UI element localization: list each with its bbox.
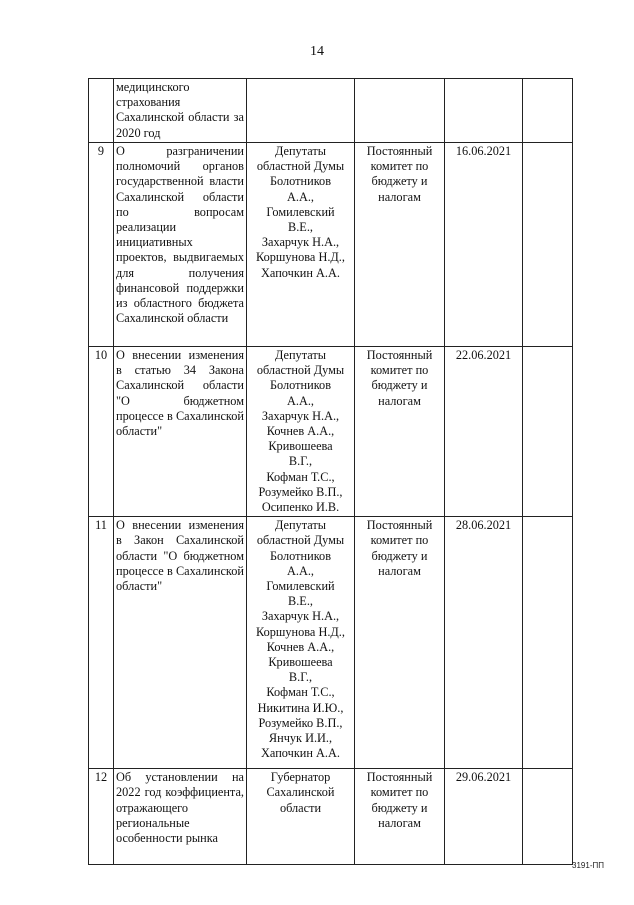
table-row — [89, 769, 573, 865]
page-number: 14 — [310, 44, 324, 59]
responsible-committee: Постоянный комитет по бюджету и налогам — [355, 347, 445, 517]
author-line: Кривошеева — [268, 655, 333, 670]
author-line: Депутаты — [274, 518, 327, 533]
author-line: А.А., — [287, 189, 314, 204]
submission-date: 29.06.2021 — [445, 769, 523, 865]
author-line: Депутаты — [274, 348, 327, 362]
author-line: Осипенко И.В. — [261, 500, 340, 515]
author-line: Кочнев А.А., — [266, 639, 335, 654]
empty-cell — [523, 143, 573, 347]
author-line: А.А., — [287, 393, 314, 408]
author-line: Никитина И.Ю., — [257, 700, 344, 715]
responsible-committee: Постоянный комитет по бюджету и налогам — [355, 517, 445, 769]
bill-authors — [247, 769, 355, 865]
responsible-committee — [355, 79, 445, 143]
bills-table — [88, 78, 573, 865]
author-line: Кривошеева — [268, 439, 333, 454]
responsible-committee: Постоянный комитет по бюджету и налогам — [355, 769, 445, 865]
table-row — [89, 143, 573, 347]
author-line: Депутаты — [274, 144, 327, 158]
author-line: Захарчук Н.А., — [261, 235, 340, 250]
author-line: Розумейко В.П., — [258, 715, 343, 730]
submission-date — [445, 79, 523, 143]
author-line: В.Е., — [288, 594, 313, 609]
author-line: областной Думы — [256, 533, 345, 548]
author-line: Захарчук Н.А., — [261, 609, 340, 624]
author-line: В.Е., — [288, 220, 313, 235]
bill-title: Об установлении на 2022 год коэффициента, отражающего региональные особенности рынка — [114, 769, 247, 865]
author-line: областной Думы — [256, 159, 345, 174]
author-line: Захарчук Н.А., — [261, 408, 340, 423]
author-line: Болотников — [269, 378, 331, 393]
author-line: Сахалинской — [266, 785, 335, 800]
row-number: 10 — [89, 347, 114, 517]
bill-title: О внесении изменения в статью 34 Закона Сахалинской области "О бюджетном процессе в Сахалинской области" — [114, 347, 247, 517]
author-line: Кофман Т.С., — [266, 469, 335, 484]
author-line: Коршунова Н.Д., — [256, 624, 345, 639]
author-line: области — [279, 800, 322, 815]
table-row — [89, 79, 573, 143]
author-line: Коршунова Н.Д., — [256, 250, 345, 265]
author-line: Янчук И.И., — [268, 731, 333, 746]
submission-date: 28.06.2021 — [445, 517, 523, 769]
bill-title: медицинского страхования Сахалинской области за 2020 год — [114, 79, 247, 143]
table-row — [89, 347, 573, 517]
author-line: Хапочкин А.А. — [261, 265, 340, 280]
author-line: Кофман Т.С., — [266, 685, 335, 700]
author-line: В.Г., — [288, 670, 313, 685]
document-code: 3191-ПП — [572, 861, 604, 870]
author-line: А.А., — [287, 563, 314, 578]
row-number — [89, 79, 114, 143]
author-line: Губернатор — [270, 770, 331, 785]
bill-title: О внесении изменения в Закон Сахалинской области "О бюджетном процессе в Сахалинской области" — [114, 517, 247, 769]
bill-title: О разграничении полномочий органов государственной власти Сахалинской области по вопросам реализации инициативных проектов, выдвигаемых для получения финансовой поддержки из областного бюджета Сахалинской области — [114, 143, 247, 347]
author-line: Гомилевский — [266, 579, 335, 594]
responsible-committee: Постоянный комитет по бюджету и налогам — [355, 143, 445, 347]
bill-authors — [247, 143, 355, 347]
author-line: областной Думы — [256, 363, 345, 378]
author-line: Болотников — [269, 174, 331, 189]
table-row — [89, 517, 573, 769]
row-number: 11 — [89, 517, 114, 769]
row-number: 12 — [89, 769, 114, 865]
empty-cell — [523, 769, 573, 865]
bill-authors — [247, 347, 355, 517]
empty-cell — [523, 517, 573, 769]
submission-date: 16.06.2021 — [445, 143, 523, 347]
bill-authors — [247, 517, 355, 769]
bill-authors — [247, 79, 355, 143]
submission-date: 22.06.2021 — [445, 347, 523, 517]
author-line: Розумейко В.П., — [258, 484, 343, 499]
empty-cell — [523, 79, 573, 143]
row-number: 9 — [89, 143, 114, 347]
author-line: В.Г., — [288, 454, 313, 469]
author-line: Гомилевский — [266, 204, 335, 219]
author-line: Болотников — [269, 548, 331, 563]
author-line: Кочнев А.А., — [266, 424, 335, 439]
empty-cell — [523, 347, 573, 517]
author-line: Хапочкин А.А. — [261, 746, 340, 761]
